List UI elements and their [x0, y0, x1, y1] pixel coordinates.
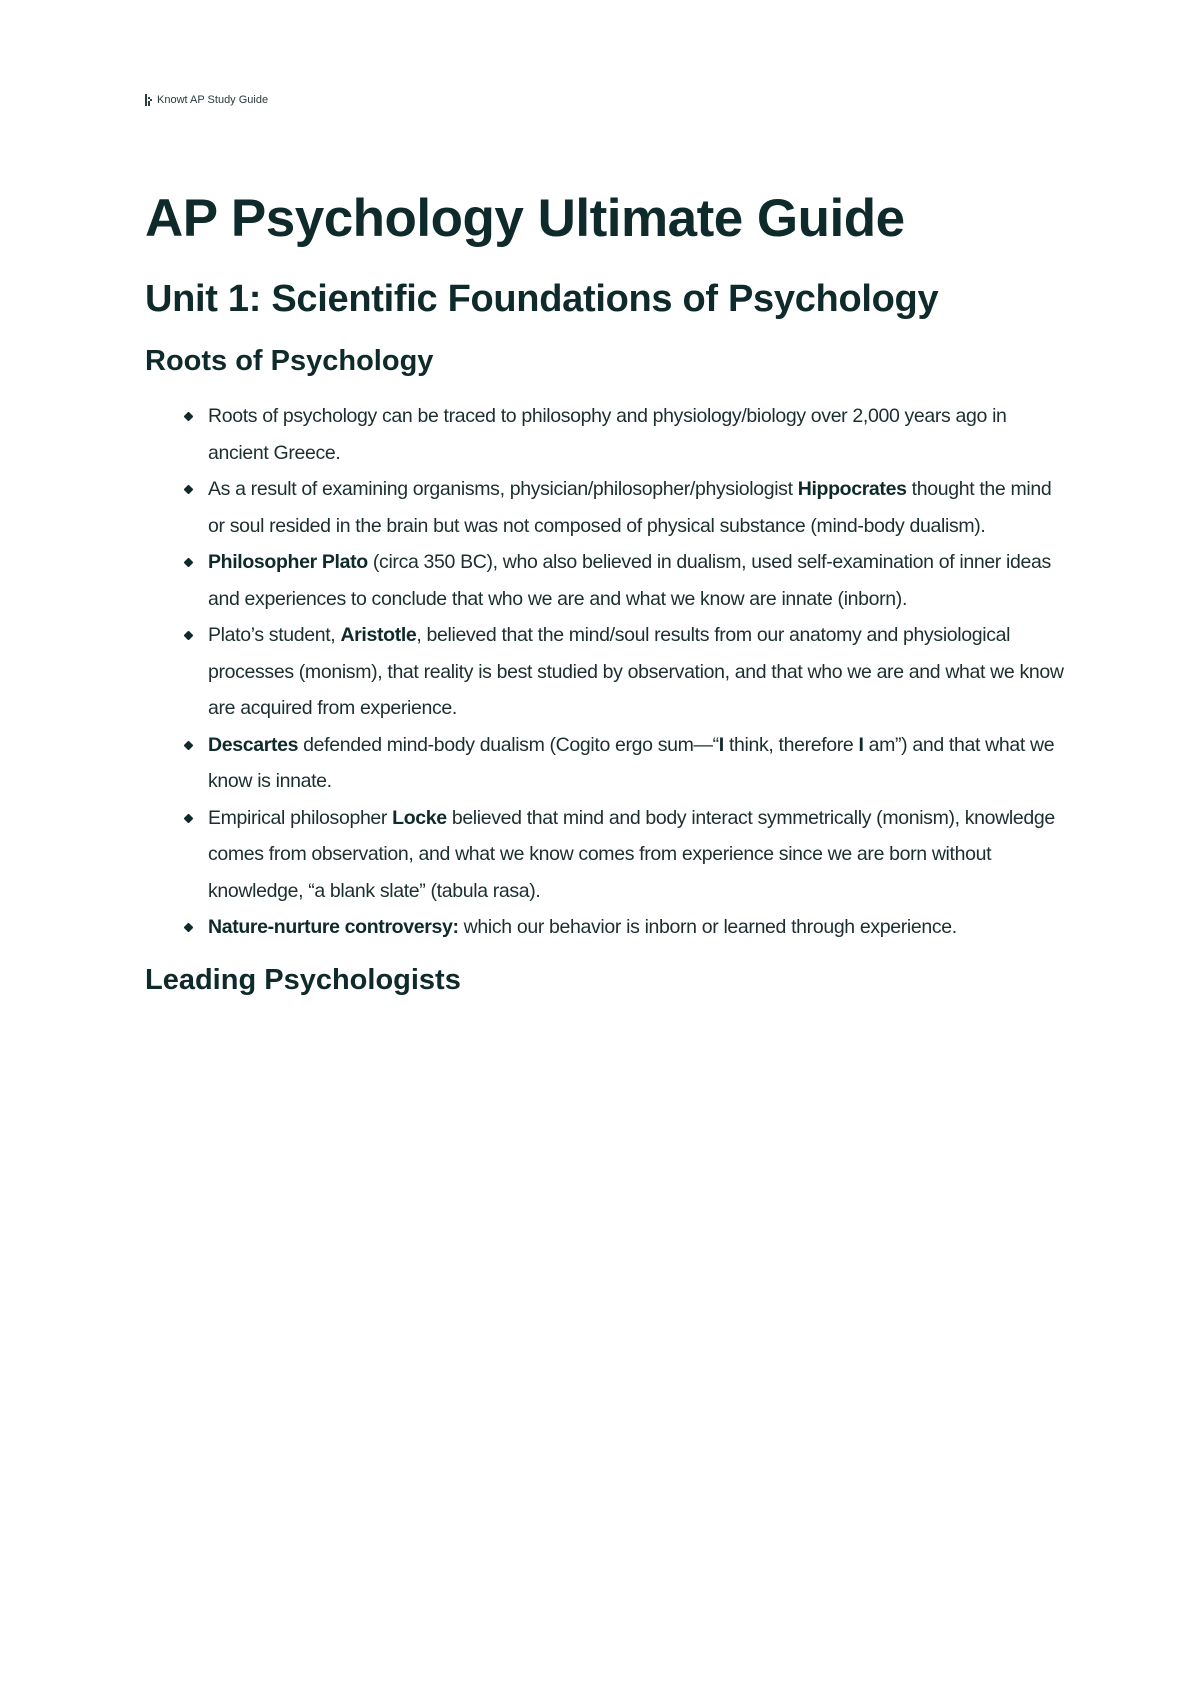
bold-term: Aristotle	[340, 624, 417, 646]
bullet-marker-icon	[184, 923, 194, 933]
list-text: Plato’s student,	[208, 624, 341, 646]
list-item	[145, 617, 1065, 727]
bullet-marker-icon	[184, 740, 194, 750]
list-item	[145, 727, 1065, 800]
bold-term: Philosopher Plato	[208, 551, 368, 573]
unit-title: Unit 1: Scientific Foundations of Psychology	[145, 278, 939, 320]
bullet-marker-icon	[184, 412, 194, 422]
list-text: believed that mind and body interact symmetrically (monism), knowledge comes from observation, and what we know comes from experience since we are born without knowledge, “a blank slate” (tabula rasa).	[208, 806, 1055, 902]
list-text: , believed that the mind/soul results from our anatomy and physiological processes (monism), that reality is best studied by observation, and that who we are and what we know are acquired from experience.	[208, 624, 1064, 719]
bold-term: Hippocrates	[797, 478, 907, 500]
list-item	[145, 544, 1065, 617]
header-brand: Knowt AP Study Guide	[157, 94, 269, 106]
list-text: am”) and that what we know is innate.	[208, 733, 1055, 792]
section-heading-leading-psychologists: Leading Psychologists	[145, 964, 461, 996]
bold-term: I	[718, 733, 724, 756]
bullet-marker-icon	[184, 813, 194, 823]
bullet-marker-icon	[184, 485, 194, 495]
knowt-logo-icon	[145, 94, 153, 106]
document-title: AP Psychology Ultimate Guide	[145, 189, 905, 248]
section-heading-roots: Roots of Psychology	[145, 345, 434, 377]
list-text: think, therefore	[723, 733, 859, 756]
list-item	[145, 471, 1065, 544]
list-text: thought the mind or soul resided in the brain but was not composed of physical substance (mind-body dualism).	[208, 478, 1052, 537]
list-text: defended mind-body dualism (Cogito ergo sum—“	[298, 733, 719, 756]
list-text: Roots of psychology can be traced to philosophy and physiology/biology over 2,000 years ago in ancient Greece.	[208, 405, 1007, 464]
list-item	[145, 398, 1065, 471]
bullet-marker-icon	[184, 558, 194, 568]
roots-bullet-list	[145, 398, 1065, 946]
running-header	[145, 94, 268, 106]
bold-term: Descartes	[208, 733, 299, 756]
list-text: which our behavior is inborn or learned through experience.	[458, 916, 957, 938]
bold-term: I	[858, 733, 864, 756]
bullet-marker-icon	[184, 631, 194, 641]
bold-term: Locke	[392, 806, 447, 829]
list-text: (circa 350 BC), who also believed in dualism, used self-examination of inner ideas and experiences to conclude that who we are and what we know are innate (inborn).	[208, 551, 1051, 610]
list-item	[145, 800, 1065, 910]
list-text: Empirical philosopher	[208, 806, 393, 829]
list-text: As a result of examining organisms, physician/philosopher/physiologist	[208, 478, 798, 500]
bold-term: Nature-nurture controversy:	[208, 916, 459, 938]
list-item	[145, 909, 1065, 946]
